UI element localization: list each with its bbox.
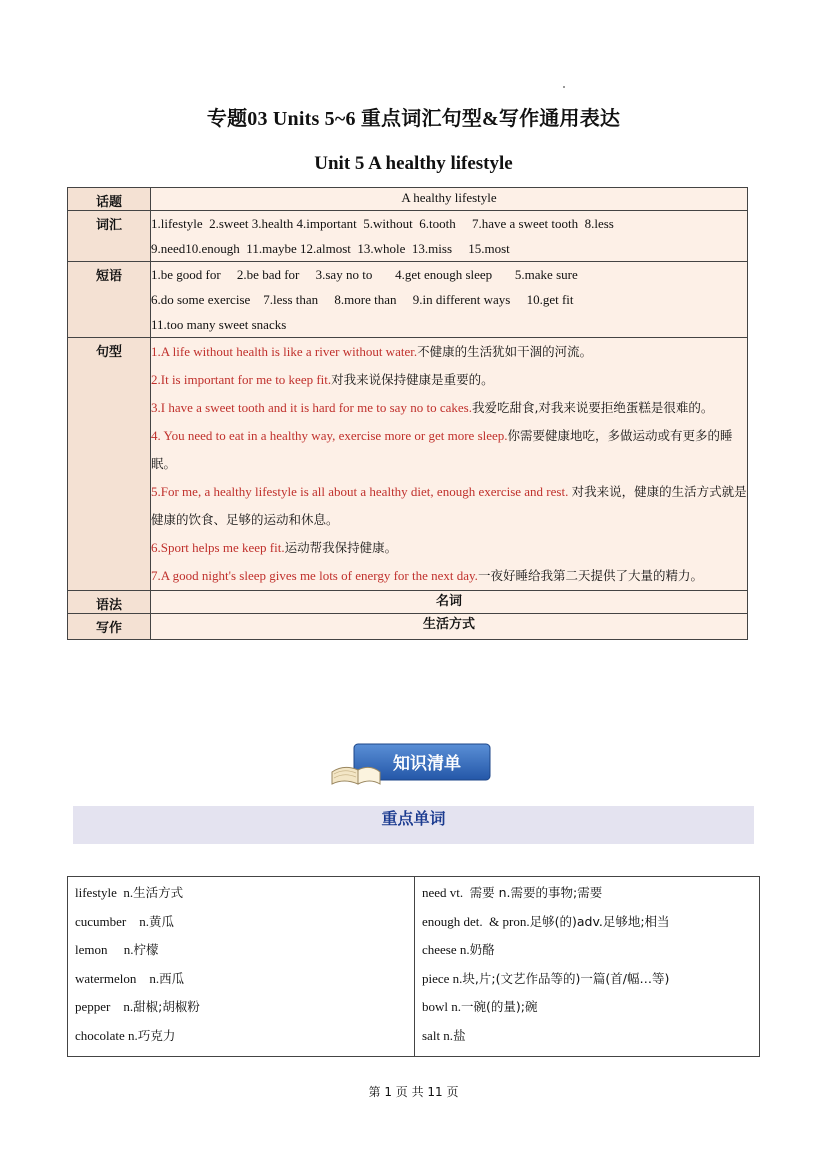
word-en: watermelon n.	[75, 970, 160, 986]
word-en: enough det. & pron.	[422, 913, 530, 929]
word-zh: 柠檬	[133, 942, 159, 957]
phrase-line: 6.do some exercise 7.less than 8.more than 9.in different ways 10.get fit	[151, 292, 574, 307]
sentence-en: 4. You need to eat in a healthy way, exercise more or get more sleep.	[151, 428, 508, 443]
table-row	[68, 877, 760, 1057]
word-zh: 巧克力	[137, 1027, 176, 1043]
sentence-label: 句型	[68, 338, 151, 591]
sentence-item	[151, 338, 747, 366]
sentence-en: 6.Sport helps me keep fit.	[151, 540, 285, 555]
word-item	[75, 879, 407, 908]
sentence-cell	[151, 338, 748, 591]
grammar-value: 名词	[151, 591, 748, 614]
table-row	[68, 338, 748, 591]
word-zh: 一碗(的量);碗	[461, 999, 538, 1014]
word-zh: 足够(的)adv.足够地;相当	[529, 913, 670, 929]
sentence-zh: 不健康的生活犹如干涸的河流。	[417, 344, 593, 359]
phrase-line: 1.be good for 2.be bad for 3.say no to 4.get enough sleep 5.make sure	[151, 267, 578, 282]
knowledge-list-badge	[330, 742, 492, 786]
sentence-en: 2.It is important for me to keep fit.	[151, 372, 332, 387]
word-en: need vt.	[422, 885, 470, 900]
writing-value: 生活方式	[151, 614, 748, 640]
table-row	[68, 188, 748, 211]
sentence-zh: 运动帮我保持健康。	[284, 540, 398, 555]
word-item	[75, 993, 407, 1022]
word-en: lemon n.	[75, 942, 134, 957]
word-zh: 黄瓜	[149, 913, 175, 929]
word-zh: 奶酪	[469, 942, 495, 957]
word-zh: 需要 n.需要的事物;需要	[469, 885, 603, 900]
phrase-line: 11.too many sweet snacks	[151, 317, 287, 332]
word-en: chocolate n.	[75, 1027, 138, 1043]
sentence-en: 3.I have a sweet tooth and it is hard for me to say no to cakes.	[151, 400, 472, 415]
table-row	[68, 211, 748, 262]
scan-dot	[563, 86, 565, 88]
sentence-item	[151, 562, 747, 590]
word-en: salt n.	[422, 1027, 454, 1043]
badge-text: 知识清单	[393, 754, 461, 774]
vocab-line: 1.lifestyle 2.sweet 3.health 4.important 5.without 6.tooth 7.have a sweet tooth 8.less	[151, 216, 614, 231]
word-item	[422, 1022, 752, 1051]
word-en: cucumber n.	[75, 913, 150, 929]
word-zh: 甜椒;胡椒粉	[133, 999, 200, 1014]
sentence-item	[151, 422, 747, 478]
unit-subtitle: Unit 5 A healthy lifestyle	[314, 153, 513, 174]
word-zh: 西瓜	[159, 970, 185, 986]
word-item	[75, 936, 407, 965]
table-row	[68, 262, 748, 338]
sentence-en: 7.A good night's sleep gives me lots of energy for the next day.	[151, 568, 478, 583]
vocab-line: 9.need10.enough 11.maybe 12.almost 13.whole 13.miss 15.most	[151, 241, 510, 256]
topic-label: 话题	[68, 188, 151, 211]
word-item	[422, 908, 752, 937]
sentence-item	[151, 394, 747, 422]
topic-value: A healthy lifestyle	[151, 188, 748, 211]
sentence-item	[151, 366, 747, 394]
sentence-zh: 我爱吃甜食,对我来说要拒绝蛋糕是很难的。	[471, 400, 714, 415]
section-header: 重点单词	[73, 806, 754, 844]
word-zh: 盐	[453, 1027, 466, 1043]
writing-label: 写作	[68, 614, 151, 640]
phrase-label: 短语	[68, 262, 151, 338]
unit-summary-table	[67, 187, 748, 640]
vocab-label: 词汇	[68, 211, 151, 262]
word-item	[75, 908, 407, 937]
word-item	[422, 936, 752, 965]
word-en: lifestyle n.	[75, 885, 134, 900]
grammar-label: 语法	[68, 591, 151, 614]
word-item	[422, 965, 752, 994]
page-title: 专题03 Units 5~6 重点词汇句型&写作通用表达	[206, 108, 621, 130]
word-en: piece n.	[422, 970, 463, 986]
sentence-item	[151, 534, 747, 562]
open-book-icon	[332, 767, 380, 784]
sentence-en: 5.For me, a healthy lifestyle is all about a healthy diet, enough exercise and rest.	[151, 484, 572, 499]
sentence-zh: 你需要健康地吃，多做运动或有更多的睡眠。	[151, 428, 733, 471]
word-item	[422, 879, 752, 908]
key-words-table	[67, 876, 760, 1057]
word-item	[422, 993, 752, 1022]
word-zh: 块,片;(文艺作品等的)一篇(首/幅…等)	[462, 970, 670, 986]
words-right-column	[415, 877, 760, 1057]
word-zh: 生活方式	[133, 885, 184, 900]
word-item	[75, 1022, 407, 1051]
sentence-zh: 对我来说，健康的生活方式就是健康的饮食、足够的运动和休息。	[151, 484, 747, 527]
word-en: bowl n.	[422, 999, 461, 1014]
sentence-zh: 对我来说保持健康是重要的。	[331, 372, 494, 387]
phrase-cell	[151, 262, 748, 338]
words-left-column	[68, 877, 415, 1057]
sentence-item	[151, 478, 747, 534]
word-item	[75, 965, 407, 994]
page-footer: 第 1 页 共 11 页	[368, 1085, 459, 1099]
sentence-en: 1.A life without health is like a river without water.	[151, 344, 418, 359]
word-en: cheese n.	[422, 942, 470, 957]
word-en: pepper n.	[75, 999, 134, 1014]
table-row	[68, 591, 748, 614]
vocab-cell	[151, 211, 748, 262]
sentence-zh: 一夜好睡给我第二天提供了大量的精力。	[477, 568, 703, 583]
table-row	[68, 614, 748, 640]
